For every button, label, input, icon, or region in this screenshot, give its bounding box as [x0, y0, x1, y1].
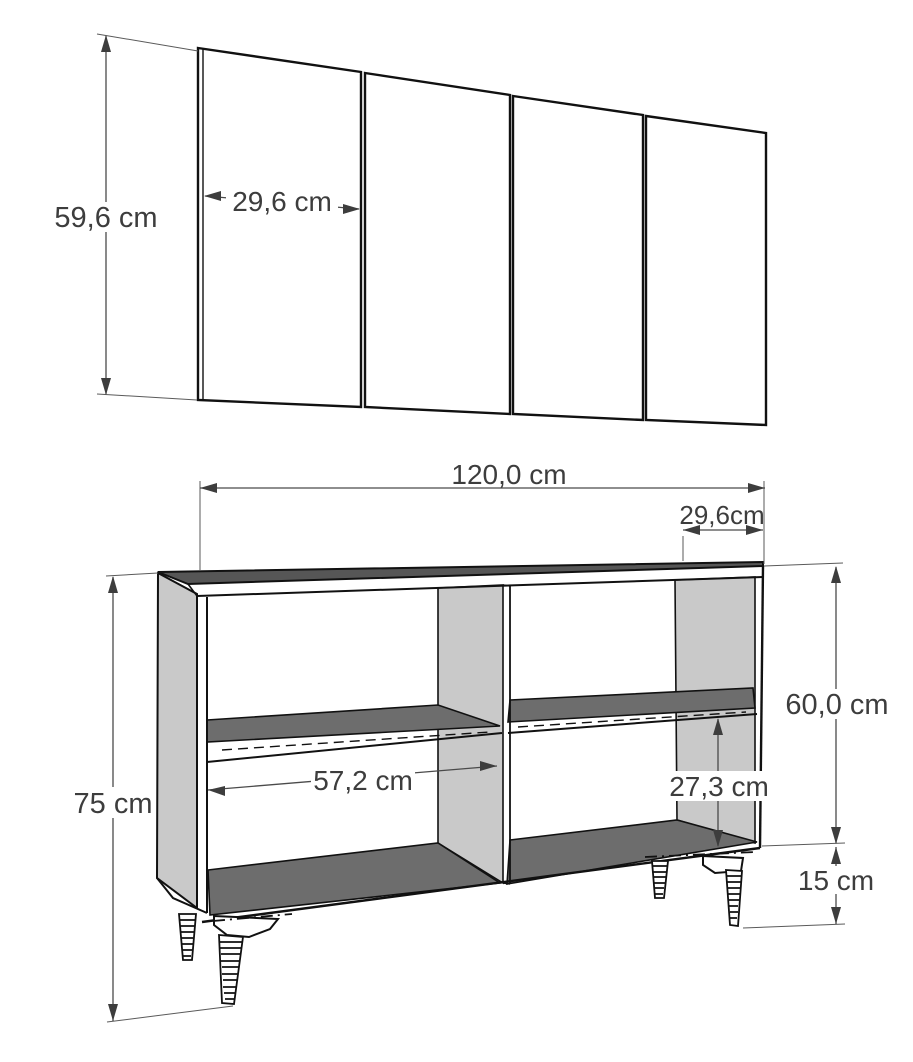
dim-carcass-depth [679, 500, 764, 561]
dim-total-height [72, 573, 233, 1022]
arrow-up-icon [108, 576, 118, 593]
arrow-down-icon [101, 378, 111, 395]
carcass-depth-label: 29,6cm [679, 500, 765, 530]
leg-front-right [703, 856, 743, 926]
total-height-label: 75 cm [73, 788, 153, 820]
leg-front-left [214, 916, 278, 1004]
arrow-down-icon [108, 1004, 118, 1021]
left-side-panel-face [157, 573, 197, 908]
ext-bottom [762, 843, 845, 846]
leg-back-right [652, 861, 668, 898]
arrow-up-icon [831, 847, 841, 864]
arrow-up-icon [101, 35, 111, 52]
arrow-up-icon [831, 566, 841, 583]
door-panels-view [54, 34, 766, 425]
carcass-view [72, 459, 889, 1022]
bottom-left-surface [208, 843, 500, 915]
ext-bottom [97, 394, 197, 400]
door-height-label: 59,6 cm [54, 202, 158, 234]
dim-door-height [54, 34, 198, 400]
ext-bottom [743, 924, 845, 928]
ext-top [97, 34, 198, 51]
leg-bracket [214, 916, 278, 937]
arrow-left-icon [208, 786, 225, 796]
door-panel-4 [646, 116, 766, 425]
arrow-left-icon [200, 483, 217, 493]
body-height-label: 60,0 cm [785, 689, 889, 721]
divider-front-top [503, 585, 510, 586]
door-width-label: 29,6 cm [232, 186, 332, 217]
inner-width-label: 57,2 cm [313, 765, 413, 796]
door-panel-3 [513, 96, 643, 420]
ext-top [106, 573, 158, 576]
ext-top [764, 563, 843, 566]
dim-leg-height [743, 847, 876, 928]
door-panel-2 [365, 73, 510, 414]
dim-body-height [762, 563, 889, 846]
ext-bottom [107, 1006, 233, 1022]
carcass-width-label: 120,0 cm [451, 459, 567, 490]
arrow-right-icon [748, 483, 765, 493]
leg-back-left [179, 914, 196, 960]
leg-height-label: 15 cm [797, 865, 875, 896]
dim-door-width [204, 186, 360, 217]
arrow-down-icon [831, 827, 841, 844]
inner-height-label: 27,3 cm [669, 771, 769, 802]
right-outer-edge [760, 566, 763, 848]
arrow-down-icon [831, 907, 841, 924]
door-panel-1 [198, 48, 361, 407]
